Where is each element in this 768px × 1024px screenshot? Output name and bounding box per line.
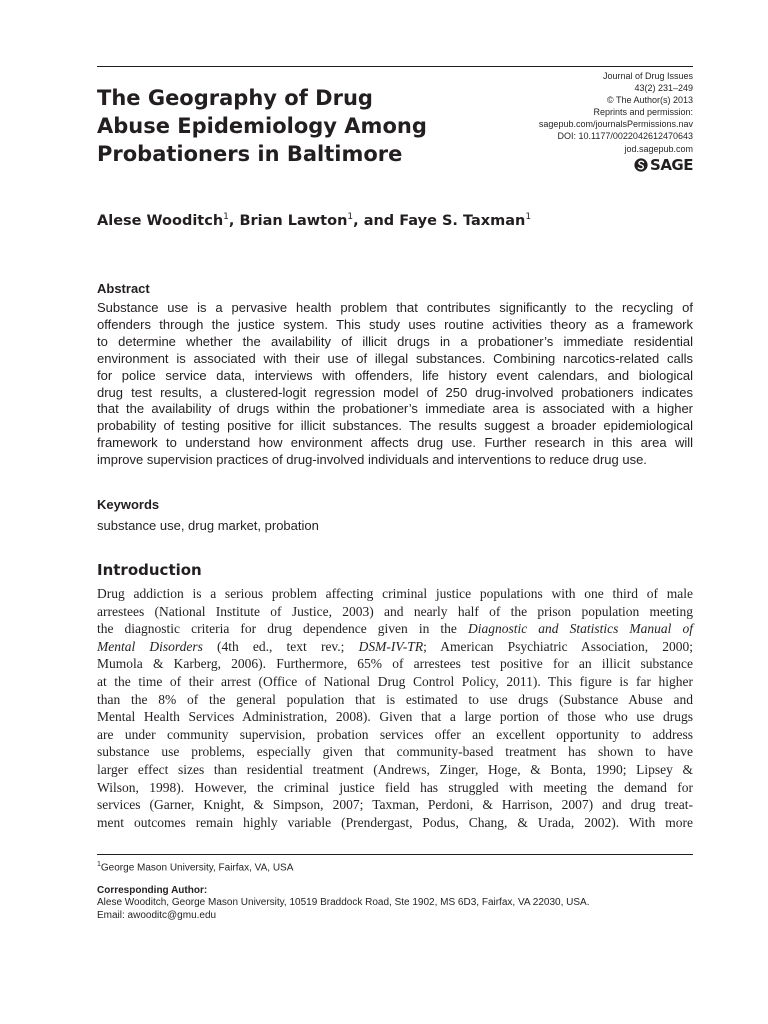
permissions-link[interactable]: sagepub.com/journalsPermissions.nav xyxy=(538,119,693,130)
journal-site-link[interactable]: jod.sagepub.com xyxy=(624,143,693,154)
introduction-line xyxy=(97,673,693,691)
introduction-line xyxy=(97,761,693,779)
text-run: the diagnostic criteria for drug dependence given in the xyxy=(97,621,468,637)
introduction-line xyxy=(97,814,693,832)
abstract-line: probability of testing positive for illicit substances. The results suggest a broader epidemiological xyxy=(97,418,693,434)
text-run: services (Garner, Knight, & Simpson, 2007; Taxman, Perdoni, & Harrison, 2007) and drug treat- xyxy=(97,797,693,813)
text-run: than the 8% of the general population that is estimated to use drugs (Substance Abuse and xyxy=(97,691,693,707)
text-run: substance use problems, especially given that community-based treatment has shown to have xyxy=(97,744,693,760)
text-run: are under community supervision, probation services offer an excellent opportunity to address xyxy=(97,726,693,742)
introduction-line xyxy=(97,638,693,656)
keywords-heading: Keywords xyxy=(97,497,160,512)
doi[interactable]: DOI: 10.1177/0022042612470643 xyxy=(557,131,693,142)
introduction-heading: Introduction xyxy=(97,561,202,579)
text-run: larger effect sizes than residential treatment (Andrews, Zinger, Hoge, & Bonta, 1990; Lipsey & xyxy=(97,761,693,777)
abstract-line: for police service data, interviews with offenders, life history event calendars, and biological xyxy=(97,367,693,383)
abstract-line: that the availability of drugs within the probationer’s immediate area is associated with a higher xyxy=(97,401,693,417)
abstract-line: Substance use is a pervasive health problem that contributes significantly to the recycling of xyxy=(97,300,693,315)
abstract-line: offenders through the justice system. This study uses routine activities theory as a framework xyxy=(97,316,693,332)
text-run: at the time of their arrest (Office of National Drug Control Policy, 2011). This figure is far higher xyxy=(97,673,693,689)
introduction-line xyxy=(97,726,693,744)
sage-icon xyxy=(634,158,648,172)
text-run: ; American Psychiatric Association, 2000; xyxy=(423,638,693,654)
author-name: Brian Lawton xyxy=(239,212,348,229)
introduction-line xyxy=(97,779,693,797)
corresponding-address: Alese Wooditch, George Mason University, 10519 Braddock Road, Ste 1902, MS 6D3, Fairfax, VA 22030, USA. xyxy=(97,897,590,909)
italic-run: Diagnostic and Statistics Manual of xyxy=(467,621,693,637)
author-affiliation-mark: 1 xyxy=(223,212,229,222)
abstract-line: framework to understand how environment affects drug use. Further research in this area will xyxy=(97,435,693,451)
author-affiliation-mark: 1 xyxy=(347,212,354,222)
sage-logo xyxy=(539,155,693,174)
abstract-heading: Abstract xyxy=(97,281,150,296)
reprints-label: Reprints and permission: xyxy=(593,107,693,118)
text-run: Drug addiction is a serious problem affecting criminal justice populations with one third of male xyxy=(97,586,693,601)
author-separator: , xyxy=(228,212,240,229)
introduction-line xyxy=(97,743,693,761)
text-run: Mumola & Karberg, 2006). Furthermore, 65% of arrestees test positive for an illicit substance xyxy=(97,656,693,672)
footnote-mark: 1 xyxy=(97,861,101,868)
footnote-rule xyxy=(97,854,693,855)
journal-meta xyxy=(539,70,693,172)
introduction-line xyxy=(97,796,693,814)
introduction-line xyxy=(97,603,693,621)
introduction-text xyxy=(97,585,693,831)
affiliation-text: George Mason University, Fairfax, VA, USA xyxy=(100,862,294,874)
keywords-text: substance use, drug market, probation xyxy=(97,518,319,533)
text-run: Wilson, 1998). However, the criminal justice field has struggled with meeting the demand for xyxy=(97,779,693,795)
title-line: Probationers in Baltimore xyxy=(97,142,403,166)
volume-pages: 43(2) 231–249 xyxy=(634,83,693,94)
text-run: Mental Health Services Administration, 2008). Given that a large portion of those who use drugs xyxy=(97,709,693,725)
author-list xyxy=(97,212,531,229)
abstract-line: environment is associated with their use of illegal substances. Combining narcotics-related calls xyxy=(97,350,693,366)
introduction-line xyxy=(97,691,693,709)
italic-run: Mental Disorders xyxy=(97,638,203,654)
journal-name: Journal of Drug Issues xyxy=(602,71,693,81)
affiliation-footnote xyxy=(97,861,293,873)
text-run: ment outcomes remain highly variable (Prendergast, Podus, Chang, & Urada, 2002). With more xyxy=(97,814,693,830)
author-name: Alese Wooditch xyxy=(97,212,224,229)
corresponding-author xyxy=(97,885,589,922)
corresponding-email[interactable]: Email: awooditc@gmu.edu xyxy=(97,909,217,921)
corresponding-label: Corresponding Author: xyxy=(97,885,208,896)
introduction-line xyxy=(97,585,693,603)
author-affiliation-mark: 1 xyxy=(525,212,532,222)
header-rule xyxy=(97,66,693,67)
sage-wordmark: SAGE xyxy=(650,155,693,174)
article-title xyxy=(97,84,497,168)
abstract-text xyxy=(97,300,693,469)
text-run: arrestees (National Institute of Justice, 2003) and nearly half of the prison population meeting xyxy=(97,603,693,619)
introduction-line xyxy=(97,708,693,726)
author-separator: , and xyxy=(353,212,400,229)
italic-run: DSM-IV-TR xyxy=(358,638,424,654)
abstract-line: to determine whether the availability of illicit drugs in a probationer’s immediate residential xyxy=(97,333,693,349)
author-name: Faye S. Taxman xyxy=(399,212,526,229)
title-line: The Geography of Drug xyxy=(97,86,373,110)
abstract-line: improve supervision practices of drug-involved individuals and interventions to reduce drug use. xyxy=(97,452,647,468)
title-line: Abuse Epidemiology Among xyxy=(97,114,427,138)
text-run: (4th ed., text rev.; xyxy=(202,638,359,654)
abstract-line: drug test results, a clustered-logit regression model of 250 drug-involved probationers indicates xyxy=(97,384,693,400)
introduction-line xyxy=(97,655,693,673)
copyright: © The Author(s) 2013 xyxy=(606,95,693,106)
introduction-line xyxy=(97,620,693,638)
